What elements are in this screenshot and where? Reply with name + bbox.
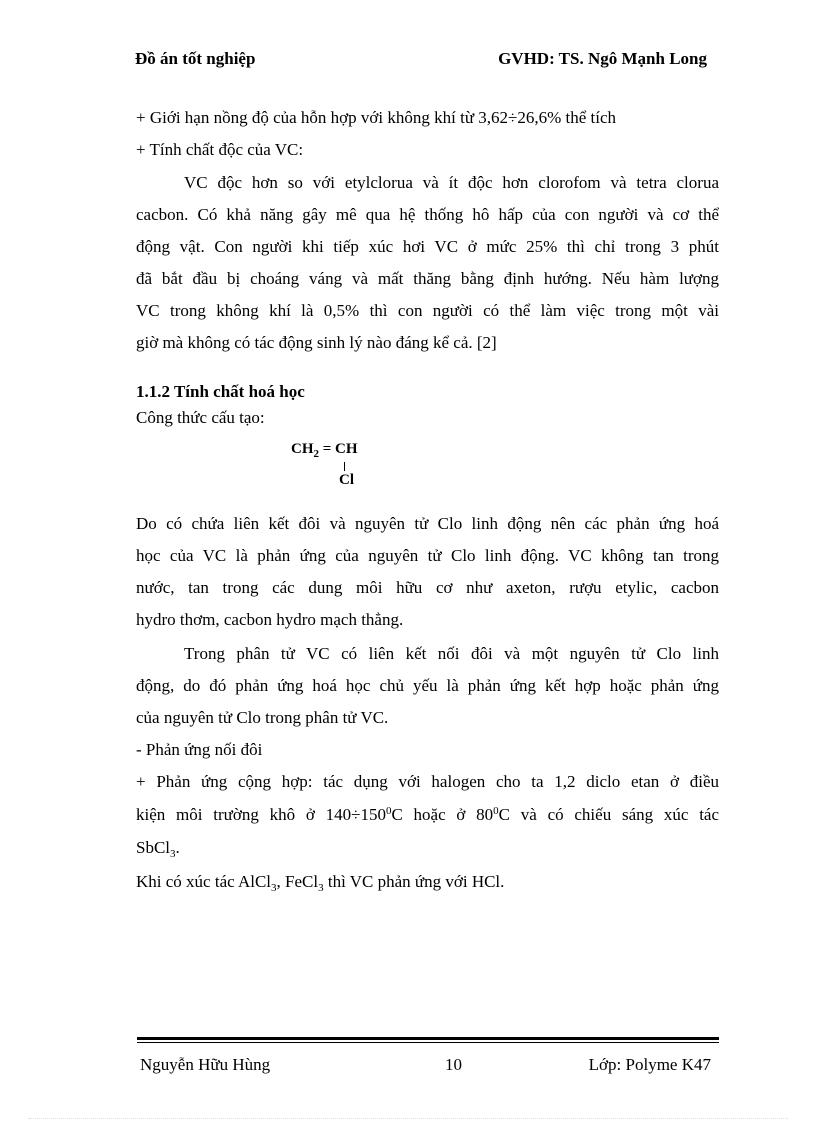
footer-rule-thin xyxy=(137,1042,719,1043)
formula-subscript: 2 xyxy=(313,448,319,460)
reaction-heading: - Phản ứng nối đôi xyxy=(136,740,263,759)
alcl-subscript: 3 xyxy=(271,882,277,894)
catalyst-period: . xyxy=(175,838,180,857)
formula-label: Công thức cấu tạo: xyxy=(136,408,265,427)
degree-superscript-1: 0 xyxy=(385,805,392,817)
addition-line-1: + Phản ứng cộng hợp: tác dụng với halogen cho ta 1,2 diclo etan ở điều xyxy=(136,772,719,791)
formula-cl: Cl xyxy=(339,472,354,488)
toxicity-line-4: đã bắt đầu bị choáng váng và mất thăng bằng định hướng. Nếu hàm lượng xyxy=(136,269,719,288)
toxicity-line-1: VC độc hơn so với etylclorua và ít độc hơn clorofom và tetra clorua xyxy=(184,173,719,192)
degree-superscript-2: 0 xyxy=(493,805,499,817)
hcl-text-b: , FeCl xyxy=(276,872,319,891)
formula-ch-left: CH xyxy=(291,441,314,457)
properties-line-4: hydro thơm, cacbon hydro mạch thẳng. xyxy=(136,610,404,629)
toxicity-line-5: VC trong không khí là 0,5% thì con người có thể làm việc trong một vài xyxy=(136,301,719,320)
header-title: Đồ án tốt nghiệp xyxy=(135,49,256,68)
toxicity-line-6: giờ mà không có tác động sinh lý nào đáng kể cả. [2] xyxy=(136,333,497,352)
fecl-subscript: 3 xyxy=(318,882,324,894)
properties-line-1: Do có chứa liên kết đôi và nguyên tử Clo linh động nên các phản ứng hoá xyxy=(136,514,719,533)
hcl-reaction-line xyxy=(136,872,504,892)
footer-author: Nguyễn Hữu Hùng xyxy=(140,1055,271,1074)
molecule-line-2: động, do đó phản ứng hoá học chủ yếu là phản ứng kết hợp hoặc phản ứng xyxy=(136,676,719,695)
properties-line-2: học của VC là phản ứng của nguyên tử Clo linh động. VC không tan trong xyxy=(136,546,719,565)
footer-page-number: 10 xyxy=(445,1055,462,1074)
formula-bond-line xyxy=(344,462,345,471)
molecule-line-3: của nguyên tử Clo trong phân tử VC. xyxy=(136,708,389,727)
addition-line-2a: kiện môi trường khô ở 140÷150 xyxy=(136,805,386,824)
properties-line-3: nước, tan trong các dung môi hữu cơ như axeton, rượu etylic, cacbon xyxy=(136,578,719,597)
section-title: 1.1.2 Tính chất hoá học xyxy=(136,382,305,401)
addition-line-2 xyxy=(136,805,719,825)
toxicity-line-2: cacbon. Có khả năng gây mê qua hệ thống hô hấp của con người và cơ thể xyxy=(136,205,719,224)
addition-line-2c: C và có chiếu sáng xúc tác xyxy=(498,805,720,824)
addition-line-2b: C hoặc ở 80 xyxy=(391,805,494,824)
catalyst-sbcl: SbCl xyxy=(136,838,171,857)
hcl-text-c: thì VC phản ứng với HCl. xyxy=(323,872,505,891)
toxicity-line-3: động vật. Con người khi tiếp xúc hơi VC ở mức 25% thì chỉ trong 3 phút xyxy=(136,237,719,256)
structural-formula xyxy=(291,441,358,488)
footer-rule-thick xyxy=(137,1037,719,1040)
paragraph-concentration-limit: + Giới hạn nồng độ của hỗn hợp với không khí từ 3,62÷26,6% thể tích xyxy=(136,108,617,127)
header-advisor: GVHD: TS. Ngô Mạnh Long xyxy=(498,49,707,68)
paragraph-toxicity-heading: + Tính chất độc của VC: xyxy=(136,140,304,159)
catalyst-subscript: 3 xyxy=(170,848,176,860)
page-bottom-dotted-edge xyxy=(28,1118,788,1119)
hcl-text-a: Khi có xúc tác AlCl xyxy=(136,872,272,891)
addition-line-3 xyxy=(136,838,180,858)
molecule-line-1: Trong phân tử VC có liên kết nối đôi và một nguyên tử Clo linh xyxy=(184,644,719,663)
formula-ch-right: = CH xyxy=(319,441,358,457)
footer-class: Lớp: Polyme K47 xyxy=(588,1055,711,1074)
